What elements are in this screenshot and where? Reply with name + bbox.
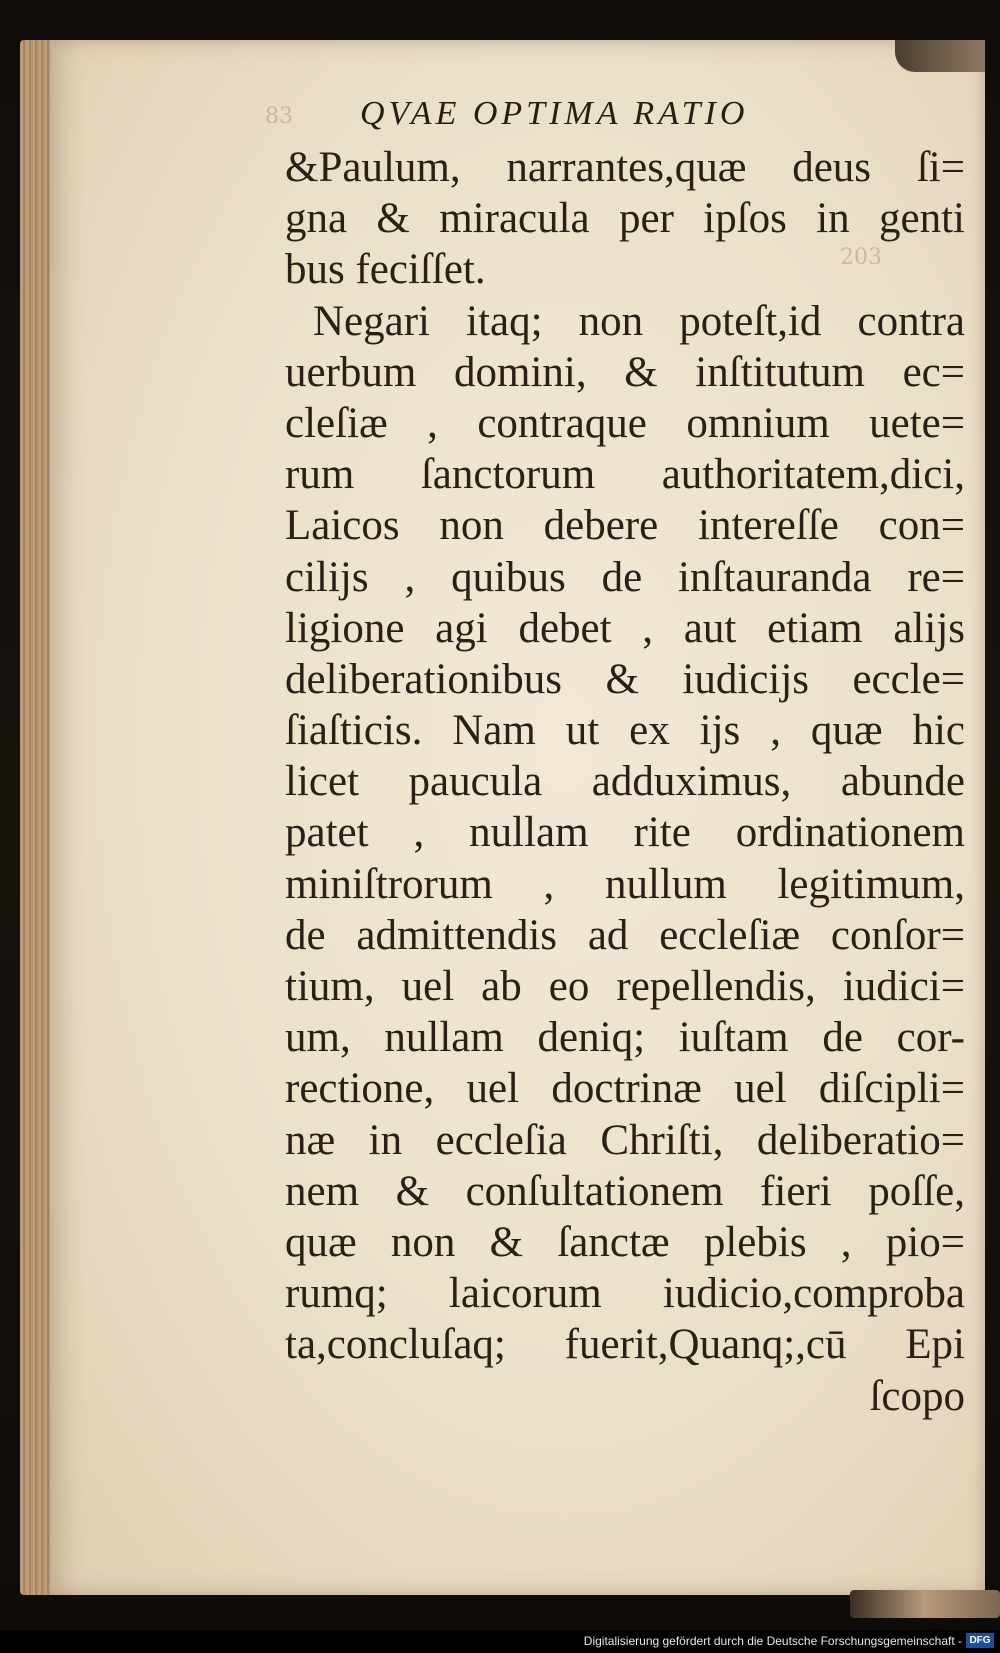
show-through-number: 203 [840, 245, 882, 270]
text-line: Laicos non debere intereſſe con= [285, 502, 965, 550]
dfg-logo: DFG [966, 1633, 994, 1648]
text-line: miniſtrorum , nullum legitimum, [285, 860, 965, 908]
text-line: cilijs , quibus de inſtauranda re= [285, 553, 965, 601]
text-line: Negari itaq; non poteſt,id contra [313, 297, 965, 345]
text-line: nem & conſultationem fieri poſſe, [285, 1167, 965, 1215]
text-line: de admittendis ad eccleſiæ conſor= [285, 911, 965, 959]
text-line: tium, uel ab eo repellendis, iudici= [285, 963, 965, 1010]
catchword: ſcopo [869, 1372, 965, 1420]
funding-credit: Digitalisierung gefördert durch die Deutsche Forschungsgemeinschaft - [583, 1634, 962, 1648]
running-header: QVAE OPTIMA RATIO [360, 95, 749, 132]
show-through-page-number: 83 [265, 104, 293, 129]
text-line: bus feciſſet. [285, 246, 486, 294]
body-text [285, 142, 965, 1422]
text-line: ligione agi debet , aut etiam alijs [285, 604, 965, 652]
text-line: rum ſanctorum authoritatem,dici, [285, 451, 965, 499]
text-line: gna & miracula per ipſos in genti [285, 195, 965, 243]
text-line: næ in eccleſia Chriſti, deliberatio= [285, 1116, 965, 1164]
text-line: licet paucula adduximus, abunde [285, 758, 965, 806]
text-line: um, nullam deniq; iuſtam de cor- [285, 1014, 965, 1062]
page-corner [895, 40, 985, 72]
text-line: patet , nullam rite ordinationem [285, 809, 965, 857]
text-line: rectione, uel doctrinæ uel diſcipli= [285, 1065, 965, 1113]
text-line: ta,concluſaq; fuerit,Quanq;,cū Epi [285, 1321, 965, 1369]
text-line: deliberationibus & iudicijs eccle= [285, 655, 965, 703]
text-line: &Paulum, narrantes,quæ deus ſi= [285, 144, 965, 191]
text-line: quæ non & ſanctæ plebis , pio= [285, 1218, 965, 1266]
bottom-page-edge [850, 1590, 1000, 1618]
text-line: ſiaſticis. Nam ut ex ijs , quæ hic [285, 707, 965, 755]
text-line: uerbum domini, & inſtitutum ec= [285, 348, 965, 396]
text-line: cleſiæ , contraque omnium uete= [285, 399, 965, 447]
text-line: rumq; laicorum iudicio,comproba [285, 1270, 965, 1318]
